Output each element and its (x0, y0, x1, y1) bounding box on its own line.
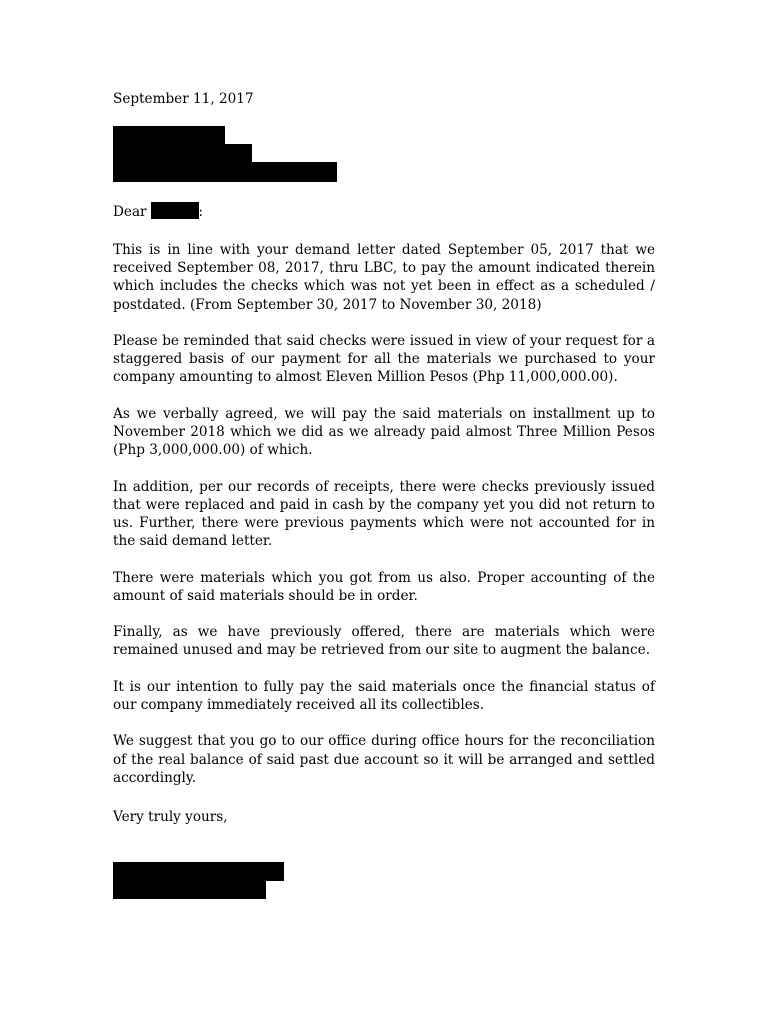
letter-paragraphs (113, 241, 655, 805)
paragraph: Finally, as we have previously offered, there are materials which were remained unused and may be retrieved from our site to augment the balance. (113, 624, 655, 659)
paragraph: This is in line with your demand letter dated September 05, 2017 that we received September 08, 2017, thru LBC, to pay the amount indicated therein which includes the checks which was not yet been in effect as a scheduled / postdated. (From September 30, 2017 to November 30, 2018) (113, 242, 655, 313)
paragraph: In addition, per our records of receipts, there were checks previously issued that were replaced and paid in cash by the company yet you did not return to us. Further, there were previous payments which were not accounted for in the said demand letter. (113, 478, 655, 550)
letter-body (113, 90, 655, 825)
letter-date: September 11, 2017 (113, 91, 254, 107)
paragraph: We suggest that you go to our office during office hours for the reconciliation of the real balance of said past due account so it will be arranged and settled accordingly. (113, 733, 655, 786)
redacted-recipient-line-3 (113, 162, 337, 182)
paragraph: There were materials which you got from us also. Proper accounting of the amount of said materials should be in order. (113, 569, 655, 604)
paragraph: Please be reminded that said checks were issued in view of your request for a staggered basis of our payment for all the materials we purchased to your company amounting to almost Eleven Million Pesos (Php 11,000,000.00). (113, 333, 655, 386)
complimentary-close: Very truly yours, (113, 809, 228, 825)
paragraph: It is our intention to fully pay the said materials once the financial status of our company immediately received all its collectibles. (113, 678, 655, 713)
redacted-recipient-line-2 (113, 144, 252, 164)
salutation (113, 202, 203, 221)
redacted-signatory-line-2 (113, 879, 266, 899)
salutation-prefix: Dear (113, 204, 147, 220)
salutation-colon: : (198, 204, 204, 220)
paragraph: As we verbally agreed, we will pay the said materials on installment up to November 2018 which we did as we already paid almost Three Million Pesos (Php 3,000,000.00) of which. (113, 405, 655, 459)
redacted-recipient-name (151, 202, 199, 219)
redacted-recipient-line-1 (113, 126, 225, 146)
